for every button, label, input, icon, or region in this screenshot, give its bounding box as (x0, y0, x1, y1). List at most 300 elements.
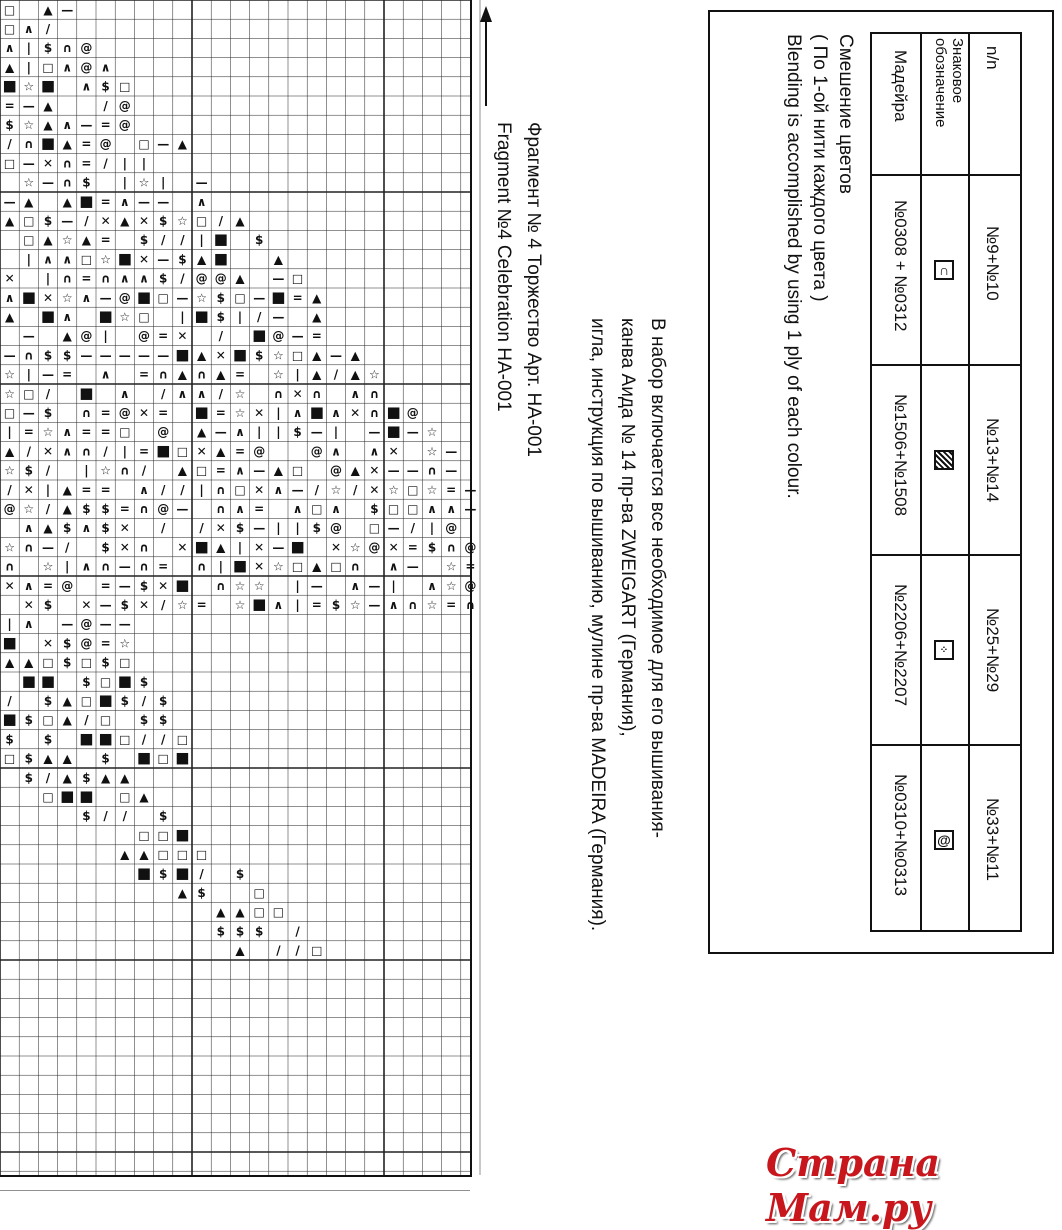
stitch-symbol: ∧ (62, 444, 73, 459)
stitch-symbol: — (387, 463, 400, 478)
stitch-symbol: ■ (98, 691, 113, 710)
stitch-symbol: = (100, 578, 111, 593)
stitch-symbol: | (122, 156, 127, 171)
stitch-symbol: ▲ (62, 502, 72, 517)
stitch-symbol: — (272, 540, 285, 555)
stitch-symbol: ■ (40, 134, 56, 153)
stitch-symbol: = (81, 271, 92, 286)
blending-en: Blending is accomplished by using 1 ply of each colour. (783, 34, 804, 499)
stitch-symbol: ☆ (330, 482, 342, 497)
stitch-symbol: | (218, 559, 223, 574)
stitch-symbol: = (100, 482, 111, 497)
stitch-symbol: | (122, 175, 127, 190)
stitch-symbol: — (291, 329, 304, 344)
stitch-symbol: ☆ (426, 425, 438, 440)
stitch-symbol: — (22, 98, 35, 113)
spiral-symbol-icon: @ (934, 830, 954, 850)
stitch-symbol: ■ (194, 403, 209, 422)
stitch-symbol: □ (291, 271, 304, 286)
stitch-symbol: @ (330, 521, 342, 536)
stitch-symbol: | (26, 60, 31, 75)
stitch-symbol: ▲ (62, 713, 72, 728)
stitch-symbol: / (103, 98, 108, 113)
stitch-symbol: □ (368, 521, 381, 536)
stitch-symbol: ▲ (312, 290, 322, 305)
stitch-symbol: ✕ (330, 540, 342, 555)
stitch-symbol: ∩ (100, 271, 111, 286)
stitch-symbol: ☆ (426, 444, 438, 459)
stitch-symbol: ■ (2, 633, 17, 652)
stitch-symbol: — (99, 617, 112, 632)
stitch-symbol: | (429, 521, 435, 536)
stitch-symbol: ▲ (43, 98, 53, 113)
stitch-symbol: / (333, 367, 339, 382)
stitch-symbol: ☆ (42, 559, 54, 574)
stitch-symbol: ∧ (177, 386, 188, 401)
stitch-symbol: @ (118, 118, 131, 133)
stitch-symbol: $ (101, 540, 110, 555)
stitch-symbol: $ (101, 751, 110, 766)
stitch-symbol: ■ (98, 729, 113, 748)
stitch-symbol: | (257, 425, 262, 440)
stitch-symbol: | (161, 175, 166, 190)
stitch-symbol: ■ (290, 537, 305, 556)
stitch-symbol: ∩ (196, 559, 207, 574)
stitch-symbol: ☆ (234, 598, 246, 613)
stitch-symbol: @ (445, 521, 458, 536)
stitch-symbol: @ (99, 137, 112, 152)
stitch-symbol: ∧ (139, 271, 149, 286)
logo-text: Страна Мам.ру (766, 1140, 940, 1230)
stitch-symbol: □ (407, 482, 419, 497)
stitch-symbol: ■ (136, 863, 152, 882)
stitch-symbol: = (138, 444, 150, 459)
stitch-symbol: $ (43, 348, 53, 363)
stitch-symbol: | (84, 463, 89, 478)
stitch-symbol: = (311, 329, 322, 344)
stitch-symbol: □ (119, 655, 131, 670)
stitch-symbol: ☆ (4, 386, 15, 401)
stitch-symbol: = (100, 636, 111, 651)
stitch-symbol: ∩ (100, 559, 111, 574)
stitch-symbol: — (406, 463, 419, 478)
stitch-symbol: $ (235, 924, 245, 939)
stitch-symbol: $ (43, 732, 53, 747)
stitch-symbol: ∧ (388, 559, 399, 574)
stitch-symbol: ∧ (43, 252, 53, 267)
stitch-symbol: $ (139, 713, 149, 728)
stitch-symbol: | (141, 156, 147, 171)
stitch-symbol: = (158, 329, 169, 344)
stitch-symbol: ✕ (100, 214, 111, 229)
stitch-symbol: / (103, 444, 108, 459)
stitch-symbol: / (7, 482, 12, 497)
stitch-symbol: ▲ (196, 252, 207, 267)
stitch-symbol: | (199, 233, 204, 248)
stitch-symbol: ■ (79, 787, 94, 806)
stitch-symbol: / (141, 694, 147, 709)
stitch-symbol: □ (157, 290, 169, 305)
stitch-symbol: ■ (117, 249, 132, 268)
stitch-symbol: ▲ (43, 233, 53, 248)
stitch-symbol: — (61, 2, 74, 17)
stitch-symbol: $ (178, 252, 187, 267)
stitch-symbol: ☆ (426, 482, 438, 497)
stitch-symbol: $ (43, 598, 53, 613)
stitch-symbol: = (100, 425, 111, 440)
stitch-symbol: | (391, 578, 396, 593)
stitch-symbol: $ (427, 540, 437, 555)
stitch-symbol: — (445, 444, 458, 459)
stitch-symbol: ▲ (62, 137, 72, 152)
stitch-symbol: □ (3, 156, 16, 171)
stitch-symbol: ✕ (138, 252, 150, 267)
stitch-symbol: ▲ (139, 790, 149, 805)
stitch-symbol: $ (5, 118, 14, 133)
stitch-symbol: $ (82, 175, 91, 190)
stitch-symbol: $ (235, 866, 245, 881)
stitch-symbol: — (42, 175, 54, 190)
stitch-symbol: = (81, 482, 92, 497)
stitch-symbol: $ (370, 502, 379, 517)
stitch-symbol: ▲ (235, 214, 245, 229)
stitch-symbol: ∧ (446, 502, 457, 517)
stitch-symbol: $ (255, 348, 264, 363)
stitch-symbol: $ (63, 655, 72, 670)
stitch-symbol: ∩ (81, 444, 92, 459)
stitch-symbol: ∧ (4, 290, 15, 305)
stitch-symbol: / (84, 214, 89, 229)
stitch-symbol: ■ (60, 787, 75, 806)
stitch-symbol: | (26, 252, 31, 267)
stitch-symbol: ▲ (62, 329, 72, 344)
stitch-symbol: $ (82, 809, 91, 824)
stitch-symbol: ▲ (312, 348, 322, 363)
stitch-symbol: $ (159, 271, 168, 286)
stitch-symbol: ∩ (23, 348, 34, 363)
stitch-symbol: ☆ (4, 367, 15, 382)
up-arrow-icon (474, 6, 498, 106)
stitch-symbol: @ (80, 41, 93, 56)
stitch-symbol: ■ (40, 307, 56, 326)
row3-madeira: №2206+№2207 (891, 584, 910, 707)
stitch-symbol: □ (42, 60, 54, 75)
stitch-symbol: ✕ (42, 156, 54, 171)
stitch-symbol: $ (120, 694, 129, 709)
stitch-symbol: ∧ (331, 502, 341, 517)
stitch-symbol: $ (139, 674, 149, 689)
stitch-symbol: — (214, 425, 227, 440)
stitch-symbol: $ (255, 233, 264, 248)
stitch-symbol: — (22, 406, 35, 421)
stitch-symbol: □ (291, 559, 304, 574)
stitch-symbol: □ (138, 137, 150, 152)
stitch-symbol: ■ (213, 249, 228, 268)
stitch-symbol: = (100, 194, 111, 209)
stitch-symbol: $ (43, 214, 53, 229)
stitch-symbol: ■ (175, 748, 190, 767)
stitch-symbol: — (3, 194, 16, 209)
stitch-symbol: — (99, 598, 112, 613)
stitch-symbol: ■ (252, 595, 267, 614)
stitch-symbol: — (42, 367, 54, 382)
stitch-symbol: ■ (386, 422, 401, 441)
stitch-symbol: ▲ (120, 770, 130, 785)
stitch-symbol: □ (195, 214, 208, 229)
stitch-symbol: ▲ (312, 310, 322, 325)
stitch-symbol: / (7, 694, 12, 709)
stitch-symbol: ∩ (4, 559, 15, 574)
stitch-symbol: ☆ (119, 636, 131, 651)
stitch-symbol: $ (43, 694, 53, 709)
stitch-symbol: ∧ (81, 290, 92, 305)
header-num: n/n (983, 46, 1002, 70)
stitch-symbol: ☆ (234, 578, 246, 593)
stitch-symbol: ✕ (215, 521, 226, 536)
stitch-symbol: ∩ (62, 156, 73, 171)
stitch-symbol: ▲ (350, 463, 360, 478)
stitch-symbol: $ (24, 770, 33, 785)
stitch-symbol: $ (159, 809, 168, 824)
stitch-symbol: @ (330, 463, 342, 478)
stitch-symbol: / (65, 540, 70, 555)
stitch-symbol: $ (101, 655, 110, 670)
stitch-symbol: $ (159, 214, 168, 229)
stitch-symbol: | (7, 425, 12, 440)
stitch-symbol: ☆ (100, 252, 111, 267)
stitch-symbol: / (45, 502, 51, 517)
stitch-symbol: □ (119, 790, 131, 805)
stitch-symbol: — (61, 617, 74, 632)
stitch-symbol: $ (101, 521, 110, 536)
stitch-symbol: ∩ (62, 271, 73, 286)
stitch-symbol: ∩ (311, 386, 322, 401)
stitch-symbol: / (161, 386, 166, 401)
stitch-symbol: $ (139, 233, 149, 248)
stitch-symbol: — (118, 348, 131, 363)
stitch-symbol: — (253, 463, 266, 478)
stitch-symbol: ☆ (177, 214, 188, 229)
stitch-symbol: ☆ (273, 559, 284, 574)
stitch-symbol: ✕ (138, 214, 150, 229)
dots-symbol-icon: ⁘ (934, 640, 954, 660)
stitch-symbol: ☆ (349, 598, 361, 613)
stitch-symbol: □ (23, 214, 35, 229)
stitch-symbol: □ (253, 886, 265, 901)
stitch-symbol: ∧ (235, 463, 245, 478)
stitch-symbol: ✕ (81, 598, 92, 613)
stitch-symbol: @ (61, 578, 74, 593)
stitch-symbol: $ (293, 425, 302, 440)
stitch-symbol: / (26, 444, 31, 459)
stitch-symbol: ▲ (4, 60, 15, 75)
stitch-symbol: ■ (136, 748, 152, 767)
stitch-symbol: ∩ (139, 540, 149, 555)
stitch-symbol: ▲ (216, 905, 226, 920)
stitch-symbol: | (65, 559, 70, 574)
stitch-symbol: / (103, 156, 108, 171)
stitch-symbol: = (465, 559, 476, 574)
stitch-symbol: ▲ (62, 751, 72, 766)
stitch-symbol: ✕ (158, 578, 169, 593)
stitch-symbol: ▲ (43, 751, 53, 766)
stitch-symbol: $ (216, 310, 225, 325)
stitch-symbol: ∧ (331, 406, 341, 421)
stitch-symbol: ■ (98, 307, 113, 326)
stitch-symbol: | (26, 41, 31, 56)
stitch-symbol: ∧ (350, 578, 361, 593)
stitch-symbol: — (291, 482, 304, 497)
stitch-symbol: — (118, 559, 131, 574)
stitch-symbol: □ (119, 425, 131, 440)
stitch-symbol: $ (312, 521, 321, 536)
stitch-symbol: $ (159, 866, 168, 881)
stitch-symbol: ■ (79, 383, 94, 402)
stitch-symbol: — (157, 194, 170, 209)
stitch-symbol: ∧ (62, 425, 73, 440)
stitch-symbol: — (310, 425, 323, 440)
stitch-symbol: @ (195, 271, 208, 286)
stitch-symbol: □ (176, 847, 189, 862)
stitch-symbol: @ (80, 617, 93, 632)
stitch-symbol: ∩ (465, 598, 476, 613)
stitch-symbol: ■ (21, 671, 36, 690)
stitch-symbol: — (253, 521, 266, 536)
stitch-symbol: ✕ (177, 540, 188, 555)
stitch-symbol: | (276, 406, 281, 421)
stitch-symbol: | (295, 367, 300, 382)
stitch-symbol: | (237, 540, 243, 555)
stitch-symbol: / (314, 482, 319, 497)
stitch-symbol: | (103, 329, 108, 344)
stitch-symbol: ∧ (292, 406, 303, 421)
stitch-symbol: / (410, 521, 415, 536)
cross-stitch-chart (0, 0, 477, 1177)
stitch-symbol: | (45, 482, 51, 497)
stitch-symbol: ∧ (369, 444, 380, 459)
stitch-symbol: — (22, 329, 35, 344)
stitch-symbol: @ (118, 290, 131, 305)
stitch-symbol: ▲ (273, 463, 284, 478)
stitch-symbol: / (276, 943, 281, 958)
stitch-symbol: ✕ (4, 578, 15, 593)
stitch-symbol: ∧ (62, 118, 73, 133)
stitch-symbol: ▲ (177, 137, 188, 152)
stitch-symbol: = (158, 406, 169, 421)
stitch-symbol: ∧ (273, 482, 284, 497)
stitch-symbol: ∧ (235, 425, 245, 440)
stitch-symbol: □ (99, 713, 112, 728)
stitch-symbol: ∩ (369, 386, 380, 401)
stitch-symbol: ✕ (292, 386, 303, 401)
site-logo (758, 1136, 1058, 1230)
stitch-symbol: ☆ (273, 367, 284, 382)
stitch-symbol: | (295, 578, 300, 593)
stitch-symbol: = (311, 598, 322, 613)
stitch-symbol: / (295, 943, 300, 958)
stitch-symbol: | (199, 482, 204, 497)
stitch-symbol: $ (43, 41, 53, 56)
stitch-symbol: $ (24, 463, 33, 478)
stitch-symbol: ∧ (81, 521, 92, 536)
stitch-symbol: — (195, 175, 208, 190)
stitch-symbol: $ (101, 502, 110, 517)
stitch-symbol: @ (310, 444, 323, 459)
stitch-symbol: ✕ (254, 406, 265, 421)
stitch-symbol: = (42, 578, 54, 593)
stitch-symbol: | (45, 271, 51, 286)
stitch-symbol: / (84, 713, 89, 728)
stitch-symbol: / (161, 521, 166, 536)
stitch-symbol: ☆ (119, 310, 131, 325)
stitch-symbol: ▲ (120, 847, 130, 862)
stitch-symbol: ■ (79, 191, 94, 210)
stitch-symbol: | (276, 521, 281, 536)
stitch-symbol: $ (24, 751, 33, 766)
stitch-symbol: ∧ (4, 41, 15, 56)
stitch-symbol: □ (3, 22, 16, 37)
row1-madeira: №0308 + №0312 (891, 200, 910, 332)
stitch-symbol: / (180, 271, 185, 286)
stitch-symbol: ∧ (62, 60, 73, 75)
stitch-symbol: ∧ (23, 22, 34, 37)
stitch-symbol: ∩ (215, 502, 226, 517)
stitch-symbol: ■ (386, 403, 401, 422)
stitch-symbol: ✕ (254, 482, 265, 497)
stitch-symbol: — (157, 348, 170, 363)
stitch-symbol: — (80, 348, 93, 363)
stitch-symbol: $ (82, 770, 91, 785)
stitch-symbol: — (22, 156, 35, 171)
stitch-symbol: ☆ (61, 233, 73, 248)
stitch-symbol: ■ (2, 76, 17, 95)
stitch-symbol: ☆ (388, 482, 399, 497)
stitch-symbol: □ (195, 463, 208, 478)
stitch-symbol: — (157, 137, 170, 152)
stitch-symbol: ∩ (407, 598, 418, 613)
stitch-symbol: □ (234, 482, 246, 497)
stitch-symbol: ▲ (177, 367, 188, 382)
stitch-symbol: / (218, 329, 223, 344)
stitch-symbol: = (234, 444, 246, 459)
stitch-symbol: ✕ (23, 482, 34, 497)
stitch-symbol: ☆ (253, 578, 265, 593)
fragment-title-en: Fragment №4 Celebration HA-001 (493, 122, 514, 412)
stitch-symbol: @ (157, 425, 170, 440)
stitch-symbol: ☆ (273, 348, 284, 363)
stitch-symbol: ∩ (119, 463, 130, 478)
stitch-symbol: — (464, 482, 477, 497)
legend-table (870, 32, 1022, 932)
stitch-symbol: ✕ (42, 444, 54, 459)
stitch-symbol: ■ (40, 76, 56, 95)
stitch-symbol: @ (118, 406, 131, 421)
stitch-symbol: — (272, 271, 285, 286)
stitch-symbol: ▲ (196, 348, 207, 363)
stitch-symbol: = (100, 233, 111, 248)
stitch-symbol: $ (216, 924, 225, 939)
stitch-symbol: / (199, 521, 204, 536)
stitch-symbol: ▲ (350, 348, 360, 363)
stitch-symbol: □ (157, 828, 169, 843)
stitch-symbol: = (100, 406, 111, 421)
stitch-symbol: □ (3, 2, 16, 17)
stitch-symbol: | (333, 425, 339, 440)
stitch-symbol: ∩ (215, 578, 226, 593)
stitch-symbol: ☆ (4, 463, 15, 478)
stitch-symbol: ☆ (445, 559, 457, 574)
stitch-symbol: □ (99, 674, 112, 689)
